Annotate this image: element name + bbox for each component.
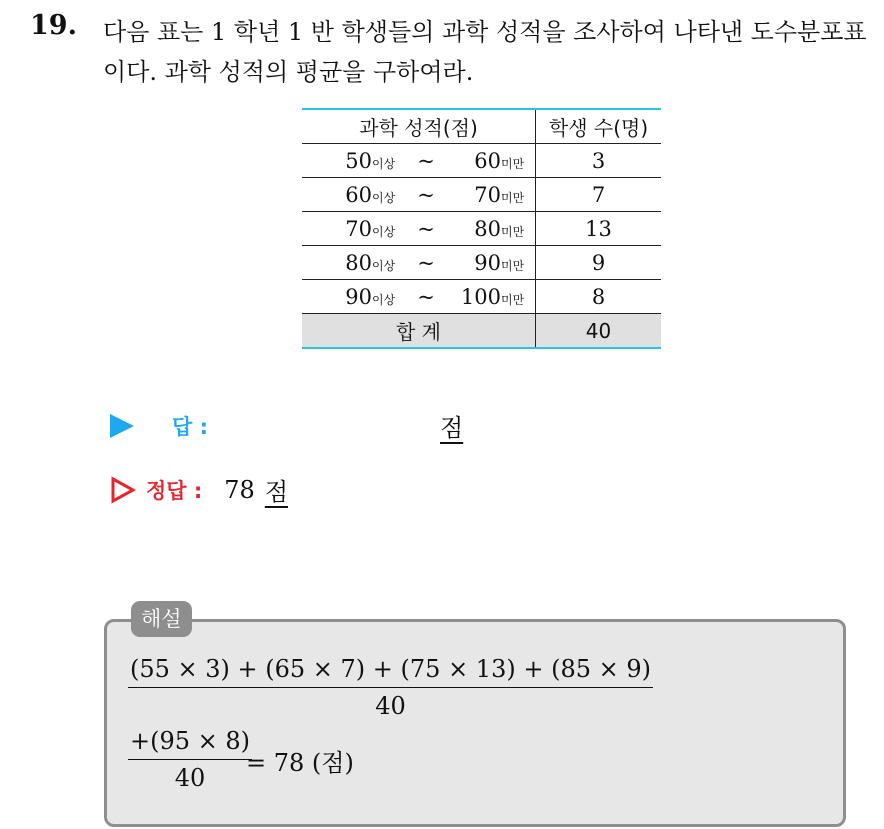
range-low: 70 (345, 216, 372, 241)
fraction-numerator: (55 × 3) + (65 × 7) + (75 × 13) + (85 × 9) (128, 655, 653, 688)
score-range (302, 246, 536, 280)
score-range (302, 144, 536, 178)
range-low-sup: 이상 (372, 190, 396, 205)
student-count: 7 (536, 178, 662, 212)
table-row (302, 280, 661, 314)
answer-row (110, 408, 463, 443)
range-low: 50 (345, 148, 372, 173)
score-range (302, 212, 536, 246)
range-low-sup: 이상 (372, 224, 396, 239)
range-low-sup: 이상 (372, 156, 396, 171)
range-high-sup: 미만 (501, 224, 525, 239)
question-number: 19. (30, 10, 77, 41)
fraction-denominator: 40 (375, 692, 406, 720)
frequency-table (302, 108, 661, 349)
solution-result: = 78 (점) (246, 749, 354, 777)
range-tilde: ~ (417, 284, 435, 309)
range-high-sup: 미만 (501, 258, 525, 273)
total-label: 합 계 (302, 314, 536, 349)
range-tilde: ~ (417, 148, 435, 173)
question-text: 다음 표는 1 학년 1 반 학생들의 과학 성적을 조사하여 나타낸 도수분포표이다. 과학 성적의 평균을 구하여라. (103, 18, 867, 86)
student-count: 8 (536, 280, 662, 314)
correct-answer-row (110, 472, 288, 507)
answer-unit: 점 (440, 414, 464, 442)
play-triangle-icon (110, 414, 134, 438)
correct-label: 정답 : (146, 478, 203, 503)
score-range (302, 280, 536, 314)
range-low: 80 (345, 250, 372, 275)
correct-unit: 점 (264, 478, 289, 506)
range-low-sup: 이상 (372, 258, 396, 273)
table-row (302, 144, 661, 178)
outline-triangle-icon (110, 476, 136, 504)
score-range (302, 178, 536, 212)
fraction-numerator: +(95 × 8) (128, 727, 252, 760)
range-high: 80 (474, 216, 501, 241)
range-high: 100 (460, 284, 501, 309)
solution-tag: 해설 (131, 601, 192, 637)
table-total-row (302, 314, 661, 349)
correct-value: 78 (224, 475, 255, 504)
range-high: 90 (474, 250, 501, 275)
student-count: 13 (536, 212, 662, 246)
range-low: 60 (345, 182, 372, 207)
solution-fraction-1 (128, 655, 653, 720)
table-row (302, 178, 661, 212)
range-high-sup: 미만 (501, 292, 525, 307)
range-tilde: ~ (417, 182, 435, 207)
range-high: 60 (474, 148, 501, 173)
range-high-sup: 미만 (501, 156, 525, 171)
fraction-denominator: 40 (174, 764, 206, 792)
table-row (302, 212, 661, 246)
student-count: 9 (536, 246, 662, 280)
range-high: 70 (474, 182, 501, 207)
total-value: 40 (536, 314, 662, 349)
header-score: 과학 성적(점) (302, 109, 536, 144)
solution-fraction-2 (128, 727, 252, 792)
table-header-row (302, 109, 661, 144)
range-low-sup: 이상 (372, 292, 396, 307)
range-tilde: ~ (417, 216, 435, 241)
header-count: 학생 수(명) (536, 109, 662, 144)
range-high-sup: 미만 (501, 190, 525, 205)
range-low: 90 (345, 284, 372, 309)
table-row (302, 246, 661, 280)
solution-box (104, 619, 846, 827)
student-count: 3 (536, 144, 662, 178)
range-tilde: ~ (417, 250, 435, 275)
answer-label: 답 : (172, 414, 208, 439)
